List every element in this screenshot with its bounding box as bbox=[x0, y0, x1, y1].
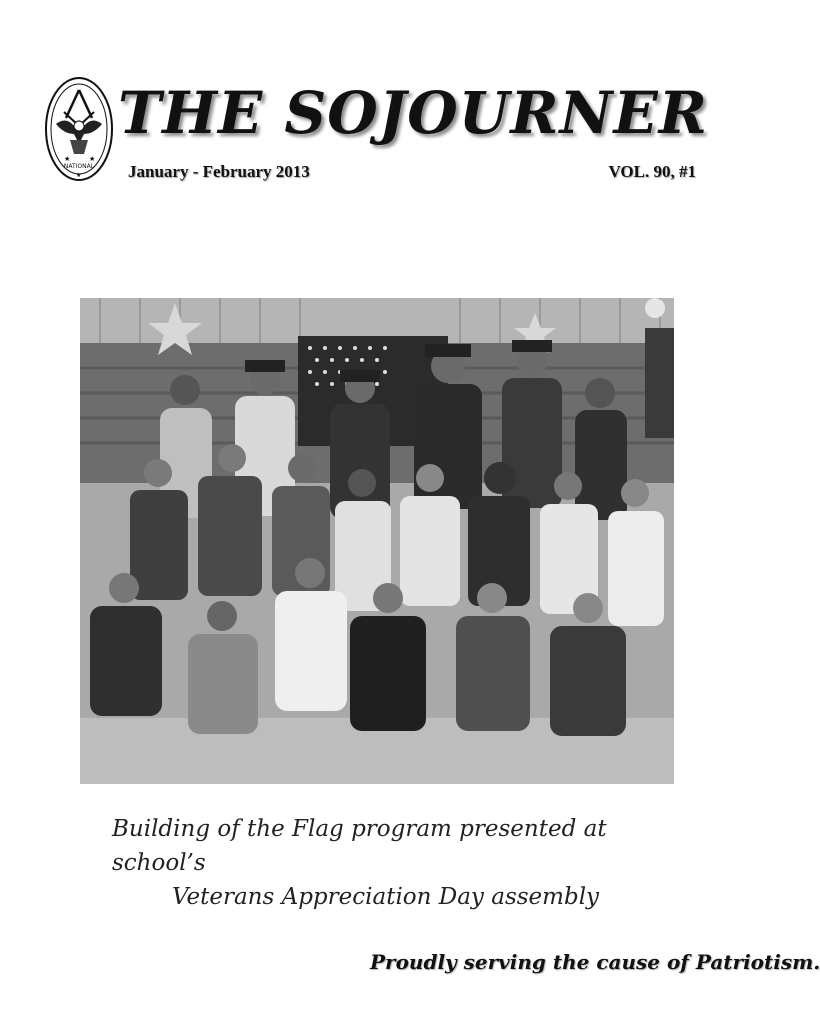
group-photo bbox=[80, 298, 674, 784]
caption-line-1: Building of the Flag program presented at school’s bbox=[112, 816, 607, 876]
emblem-label: NATIONAL bbox=[63, 163, 95, 170]
sojourner-emblem bbox=[44, 76, 114, 182]
svg-text:★: ★ bbox=[76, 172, 82, 179]
masonic-eagle-seal-icon bbox=[44, 76, 114, 182]
publication-title: THE SOJOURNER bbox=[118, 79, 708, 147]
svg-text:★: ★ bbox=[89, 155, 96, 163]
caption-line-2: Veterans Appreciation Day assembly bbox=[172, 884, 600, 910]
group-photo-image bbox=[80, 298, 674, 784]
issue-volume: VOL. 90, #1 bbox=[608, 162, 696, 181]
photo-caption bbox=[112, 812, 672, 914]
svg-text:★: ★ bbox=[64, 155, 71, 163]
issue-date: January - February 2013 bbox=[128, 162, 310, 181]
footer-tagline: Proudly serving the cause of Patriotism. bbox=[370, 950, 820, 974]
